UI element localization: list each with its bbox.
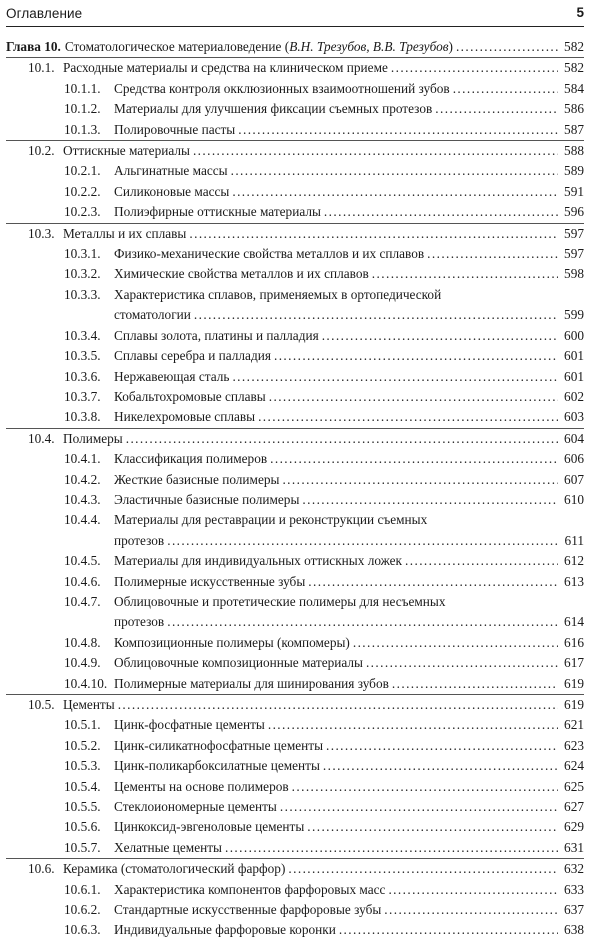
entry-page: 582 (564, 60, 584, 76)
toc-entry[interactable] (6, 140, 584, 161)
entry-page: 610 (564, 491, 584, 507)
leader-dots (274, 346, 558, 366)
entry-page: 633 (564, 881, 584, 897)
entry-number: 10.5.5. (64, 799, 101, 815)
entry-title: Полировочные пасты (114, 121, 236, 137)
entry-number: 10.5.3. (64, 758, 101, 774)
entry-number: 10.1.3. (64, 121, 101, 137)
entry-number: 10.6. (28, 861, 55, 877)
toc-entry[interactable] (6, 449, 584, 469)
entry-page: 625 (564, 778, 584, 794)
leader-dots (405, 551, 558, 571)
entry-number: 10.3.1. (64, 246, 101, 262)
toc-chapter-entry[interactable] (6, 37, 584, 57)
leader-dots (232, 182, 558, 202)
entry-number: 10.3.8. (64, 409, 101, 425)
leader-dots (258, 407, 558, 427)
toc-entry[interactable] (6, 387, 584, 407)
toc-entry[interactable] (6, 120, 584, 140)
entry-number: 10.2.2. (64, 183, 101, 199)
entry-number: 10.3.2. (64, 266, 101, 282)
leader-dots (225, 838, 558, 858)
toc-entry[interactable] (6, 244, 584, 264)
leader-dots (353, 633, 558, 653)
entry-page: 627 (564, 799, 584, 815)
entry-number: 10.4.3. (64, 491, 101, 507)
entry-title: Сплавы серебра и палладия (114, 348, 271, 364)
entry-title: Композиционные полимеры (компомеры) (114, 634, 350, 650)
entry-title: Никелехромовые сплавы (114, 409, 256, 425)
entry-title: Индивидуальные фарфоровые коронки (114, 922, 336, 938)
entry-title: Цинк-силикатнофосфатные цементы (114, 737, 323, 753)
leader-dots (322, 326, 558, 346)
entry-number: 10.4.4. (64, 512, 101, 528)
entry-page: 606 (564, 451, 584, 467)
leader-dots (391, 58, 558, 78)
entry-title: Полимерные искусственные зубы (114, 573, 306, 589)
leader-dots (308, 572, 558, 592)
entry-page: 584 (564, 80, 584, 96)
toc-entry[interactable] (6, 346, 584, 366)
leader-dots (456, 37, 558, 57)
entry-title: Цементы (63, 697, 115, 712)
entry-page: 598 (564, 266, 584, 282)
entry-title: Химические свойства металлов и их сплавов (114, 266, 369, 282)
toc-entry[interactable] (6, 572, 584, 592)
entry-title: Характеристика компонентов фарфоровых масс (114, 881, 386, 897)
entry-title: Нержавеющая сталь (114, 368, 230, 384)
toc-entry[interactable] (6, 264, 584, 284)
entry-title: Материалы для реставрации и реконструкции съемных (114, 512, 428, 528)
toc-entry[interactable] (6, 490, 584, 510)
entry-title: Материалы для индивидуальных оттискных ложек (114, 553, 403, 569)
entry-page: 614 (564, 614, 584, 630)
entry-title: Цинкоксид-эвгеноловые цементы (114, 819, 305, 835)
entry-page: 612 (564, 553, 584, 569)
leader-dots (324, 202, 558, 222)
entry-title: Облицовочные композиционные материалы (114, 655, 363, 671)
entry-page: 599 (564, 307, 584, 323)
table-of-contents (6, 37, 584, 941)
toc-entry[interactable] (6, 633, 584, 653)
entry-title: Физико-механические свойства металлов и их сплавов (114, 246, 425, 262)
leader-dots (453, 79, 558, 99)
entry-page: 601 (564, 348, 584, 364)
toc-entry[interactable] (6, 367, 584, 387)
toc-entry[interactable] (6, 202, 584, 222)
entry-number: 10.3.3. (64, 286, 101, 302)
entry-page: 619 (564, 675, 584, 691)
entry-page: 638 (564, 922, 584, 938)
leader-dots (366, 653, 558, 673)
toc-entry[interactable] (6, 880, 584, 900)
entry-page: 602 (564, 388, 584, 404)
entry-title: Полиэфирные оттискные материалы (114, 204, 321, 220)
leader-dots (270, 449, 558, 469)
entry-page: 600 (564, 327, 584, 343)
leader-dots (232, 367, 558, 387)
entry-number: 10.4.9. (64, 655, 101, 671)
entry-title: Кобальтохромовые сплавы (114, 388, 266, 404)
entry-title: Эластичные базисные полимеры (114, 491, 300, 507)
toc-entry[interactable] (6, 838, 584, 858)
entry-number: 10.1.1. (64, 80, 101, 96)
leader-dots (372, 264, 558, 284)
leader-dots (392, 674, 558, 694)
entry-number: 10.3.6. (64, 368, 101, 384)
entry-page: 613 (564, 573, 584, 589)
toc-entry[interactable] (6, 57, 584, 78)
toc-entry-continuation[interactable] (6, 531, 584, 551)
leader-dots (282, 470, 558, 490)
entry-page: 621 (564, 717, 584, 733)
entry-page: 604 (564, 430, 584, 446)
leader-dots (292, 777, 558, 797)
entry-number: 10.2.1. (64, 163, 101, 179)
entry-title: Стеклоиономерные цементы (114, 799, 277, 815)
entry-page: 632 (564, 861, 584, 877)
entry-number: 10.4. (28, 430, 55, 446)
entry-title: Облицовочные и протетические полимеры для несъемных (114, 593, 446, 609)
entry-number: 10.4.10. (64, 675, 108, 691)
toc-entry[interactable] (6, 99, 584, 119)
running-header (6, 4, 584, 27)
toc-entry[interactable] (6, 161, 584, 181)
entry-page: 591 (564, 183, 584, 199)
entry-page: 601 (564, 368, 584, 384)
toc-entry[interactable] (6, 551, 584, 571)
leader-dots (269, 387, 558, 407)
entry-page: 623 (564, 737, 584, 753)
entry-title: Цементы на основе полимеров (114, 778, 289, 794)
leader-dots (118, 695, 558, 715)
chapter-authors: В.Н. Трезубов, В.В. Трезубов (289, 39, 449, 54)
entry-title: Полимерные материалы для шинирования зубов (114, 675, 389, 691)
entry-number: 10.6.1. (64, 881, 101, 897)
toc-entry[interactable] (6, 817, 584, 837)
entry-page: 629 (564, 819, 584, 835)
toc-entry[interactable] (6, 223, 584, 244)
leader-dots (193, 141, 558, 161)
toc-entry[interactable] (6, 79, 584, 99)
entry-page: 586 (564, 101, 584, 117)
entry-title: Материалы для улучшения фиксации съемных протезов (114, 101, 433, 117)
entry-number: 10.4.5. (64, 553, 101, 569)
toc-entry[interactable] (6, 285, 584, 305)
entry-page: 588 (564, 143, 584, 159)
entry-title-continuation: протезов (114, 614, 165, 630)
leader-dots (167, 612, 558, 632)
entry-title: Цинк-фосфатные цементы (114, 717, 265, 733)
entry-number: 10.5.2. (64, 737, 101, 753)
entry-number: 10.5.6. (64, 819, 101, 835)
leader-dots (307, 817, 558, 837)
entry-number: 10.6.2. (64, 902, 101, 918)
entry-number: 10.3.5. (64, 348, 101, 364)
toc-entry[interactable] (6, 858, 584, 879)
toc-entry[interactable] (6, 756, 584, 776)
entry-title: Керамика (стоматологический фарфор) (63, 861, 286, 877)
entry-page: 617 (564, 655, 584, 671)
leader-dots (388, 880, 558, 900)
leader-dots (126, 429, 558, 449)
entry-page: 611 (564, 532, 584, 548)
leader-dots (268, 715, 558, 735)
entry-title: Хелатные цементы (114, 839, 222, 855)
chapter-label: Глава 10. (6, 39, 61, 54)
entry-page: 624 (564, 758, 584, 774)
entry-number: 10.4.1. (64, 451, 101, 467)
leader-dots (280, 797, 558, 817)
entry-title: Классификация полимеров (114, 451, 268, 467)
toc-entry[interactable] (6, 653, 584, 673)
entry-page: 603 (564, 409, 584, 425)
entry-number: 10.4.2. (64, 471, 101, 487)
entry-number: 10.3.7. (64, 388, 101, 404)
leader-dots (323, 756, 558, 776)
chapter-title: Стоматологическое материаловедение (В.Н. Трезубов, В.В. Трезубов) (64, 39, 453, 54)
toc-entry[interactable] (6, 510, 584, 530)
entry-title: Полимеры (63, 430, 123, 446)
entry-title: Цинк-поликарбоксилатные цементы (114, 758, 320, 774)
entry-page: 597 (564, 225, 584, 241)
entry-title: Жесткие базисные полимеры (114, 471, 280, 487)
leader-dots (288, 859, 558, 879)
leader-dots (231, 161, 558, 181)
leader-dots (167, 531, 558, 551)
entry-page: 637 (564, 902, 584, 918)
entry-page: 616 (564, 634, 584, 650)
toc-entry[interactable] (6, 407, 584, 427)
entry-title: Средства контроля окклюзионных взаимоотношений зубов (114, 80, 450, 96)
entry-page: 607 (564, 471, 584, 487)
entry-number: 10.4.6. (64, 573, 101, 589)
entry-title: Силиконовые массы (114, 183, 230, 199)
entry-number: 10.5.7. (64, 839, 101, 855)
leader-dots (238, 120, 558, 140)
entry-title: Характеристика сплавов, применяемых в ортопедической (114, 286, 442, 302)
entry-number: 10.5.4. (64, 778, 101, 794)
entry-number: 10.1. (28, 60, 55, 76)
toc-entry[interactable] (6, 470, 584, 490)
page-number: 5 (576, 5, 584, 20)
entry-page: 587 (564, 121, 584, 137)
toc-entry[interactable] (6, 326, 584, 346)
entry-title: Сплавы золота, платины и палладия (114, 327, 319, 343)
entry-page: 619 (564, 697, 584, 712)
entry-number: 10.3. (28, 225, 55, 241)
leader-dots (427, 244, 558, 264)
running-header-title: Оглавление (6, 6, 83, 21)
entry-number: 10.3.4. (64, 327, 101, 343)
entry-number: 10.2.3. (64, 204, 101, 220)
entry-page: 596 (564, 204, 584, 220)
toc-entry[interactable] (6, 182, 584, 202)
entry-number: 10.1.2. (64, 101, 101, 117)
toc-entry[interactable] (6, 715, 584, 735)
leader-dots (326, 736, 558, 756)
entry-title-continuation: протезов (114, 532, 165, 548)
entry-page: 597 (564, 246, 584, 262)
entry-title: Альгинатные массы (114, 163, 228, 179)
toc-entry[interactable] (6, 674, 584, 694)
leader-dots (302, 490, 558, 510)
entry-number: 10.5.1. (64, 717, 101, 733)
entry-number: 10.2. (28, 143, 55, 159)
toc-entry[interactable] (6, 428, 584, 449)
toc-entry[interactable] (6, 736, 584, 756)
entry-title: Металлы и их сплавы (63, 225, 187, 241)
toc-entry[interactable] (6, 777, 584, 797)
toc-entry[interactable] (6, 797, 584, 817)
entry-title: Расходные материалы и средства на клиническом приеме (63, 60, 388, 76)
leader-dots (435, 99, 558, 119)
entry-number: 10.4.8. (64, 634, 101, 650)
entry-number: 10.6.3. (64, 922, 101, 938)
leader-dots (194, 305, 558, 325)
toc-entry[interactable] (6, 900, 584, 920)
leader-dots (384, 900, 558, 920)
entry-page: 631 (564, 839, 584, 855)
chapter-page: 582 (564, 39, 584, 54)
entry-page: 589 (564, 163, 584, 179)
toc-entry[interactable] (6, 592, 584, 612)
entry-title: Стандартные искусственные фарфоровые зубы (114, 902, 382, 918)
entry-title: Оттискные материалы (63, 143, 190, 159)
leader-dots (189, 224, 558, 244)
toc-entry[interactable] (6, 694, 584, 715)
toc-entry-continuation[interactable] (6, 305, 584, 325)
entry-number: 10.4.7. (64, 593, 101, 609)
entry-number: 10.5. (28, 697, 55, 712)
entry-title-continuation: стоматологии (114, 307, 191, 323)
toc-entry-continuation[interactable] (6, 612, 584, 632)
